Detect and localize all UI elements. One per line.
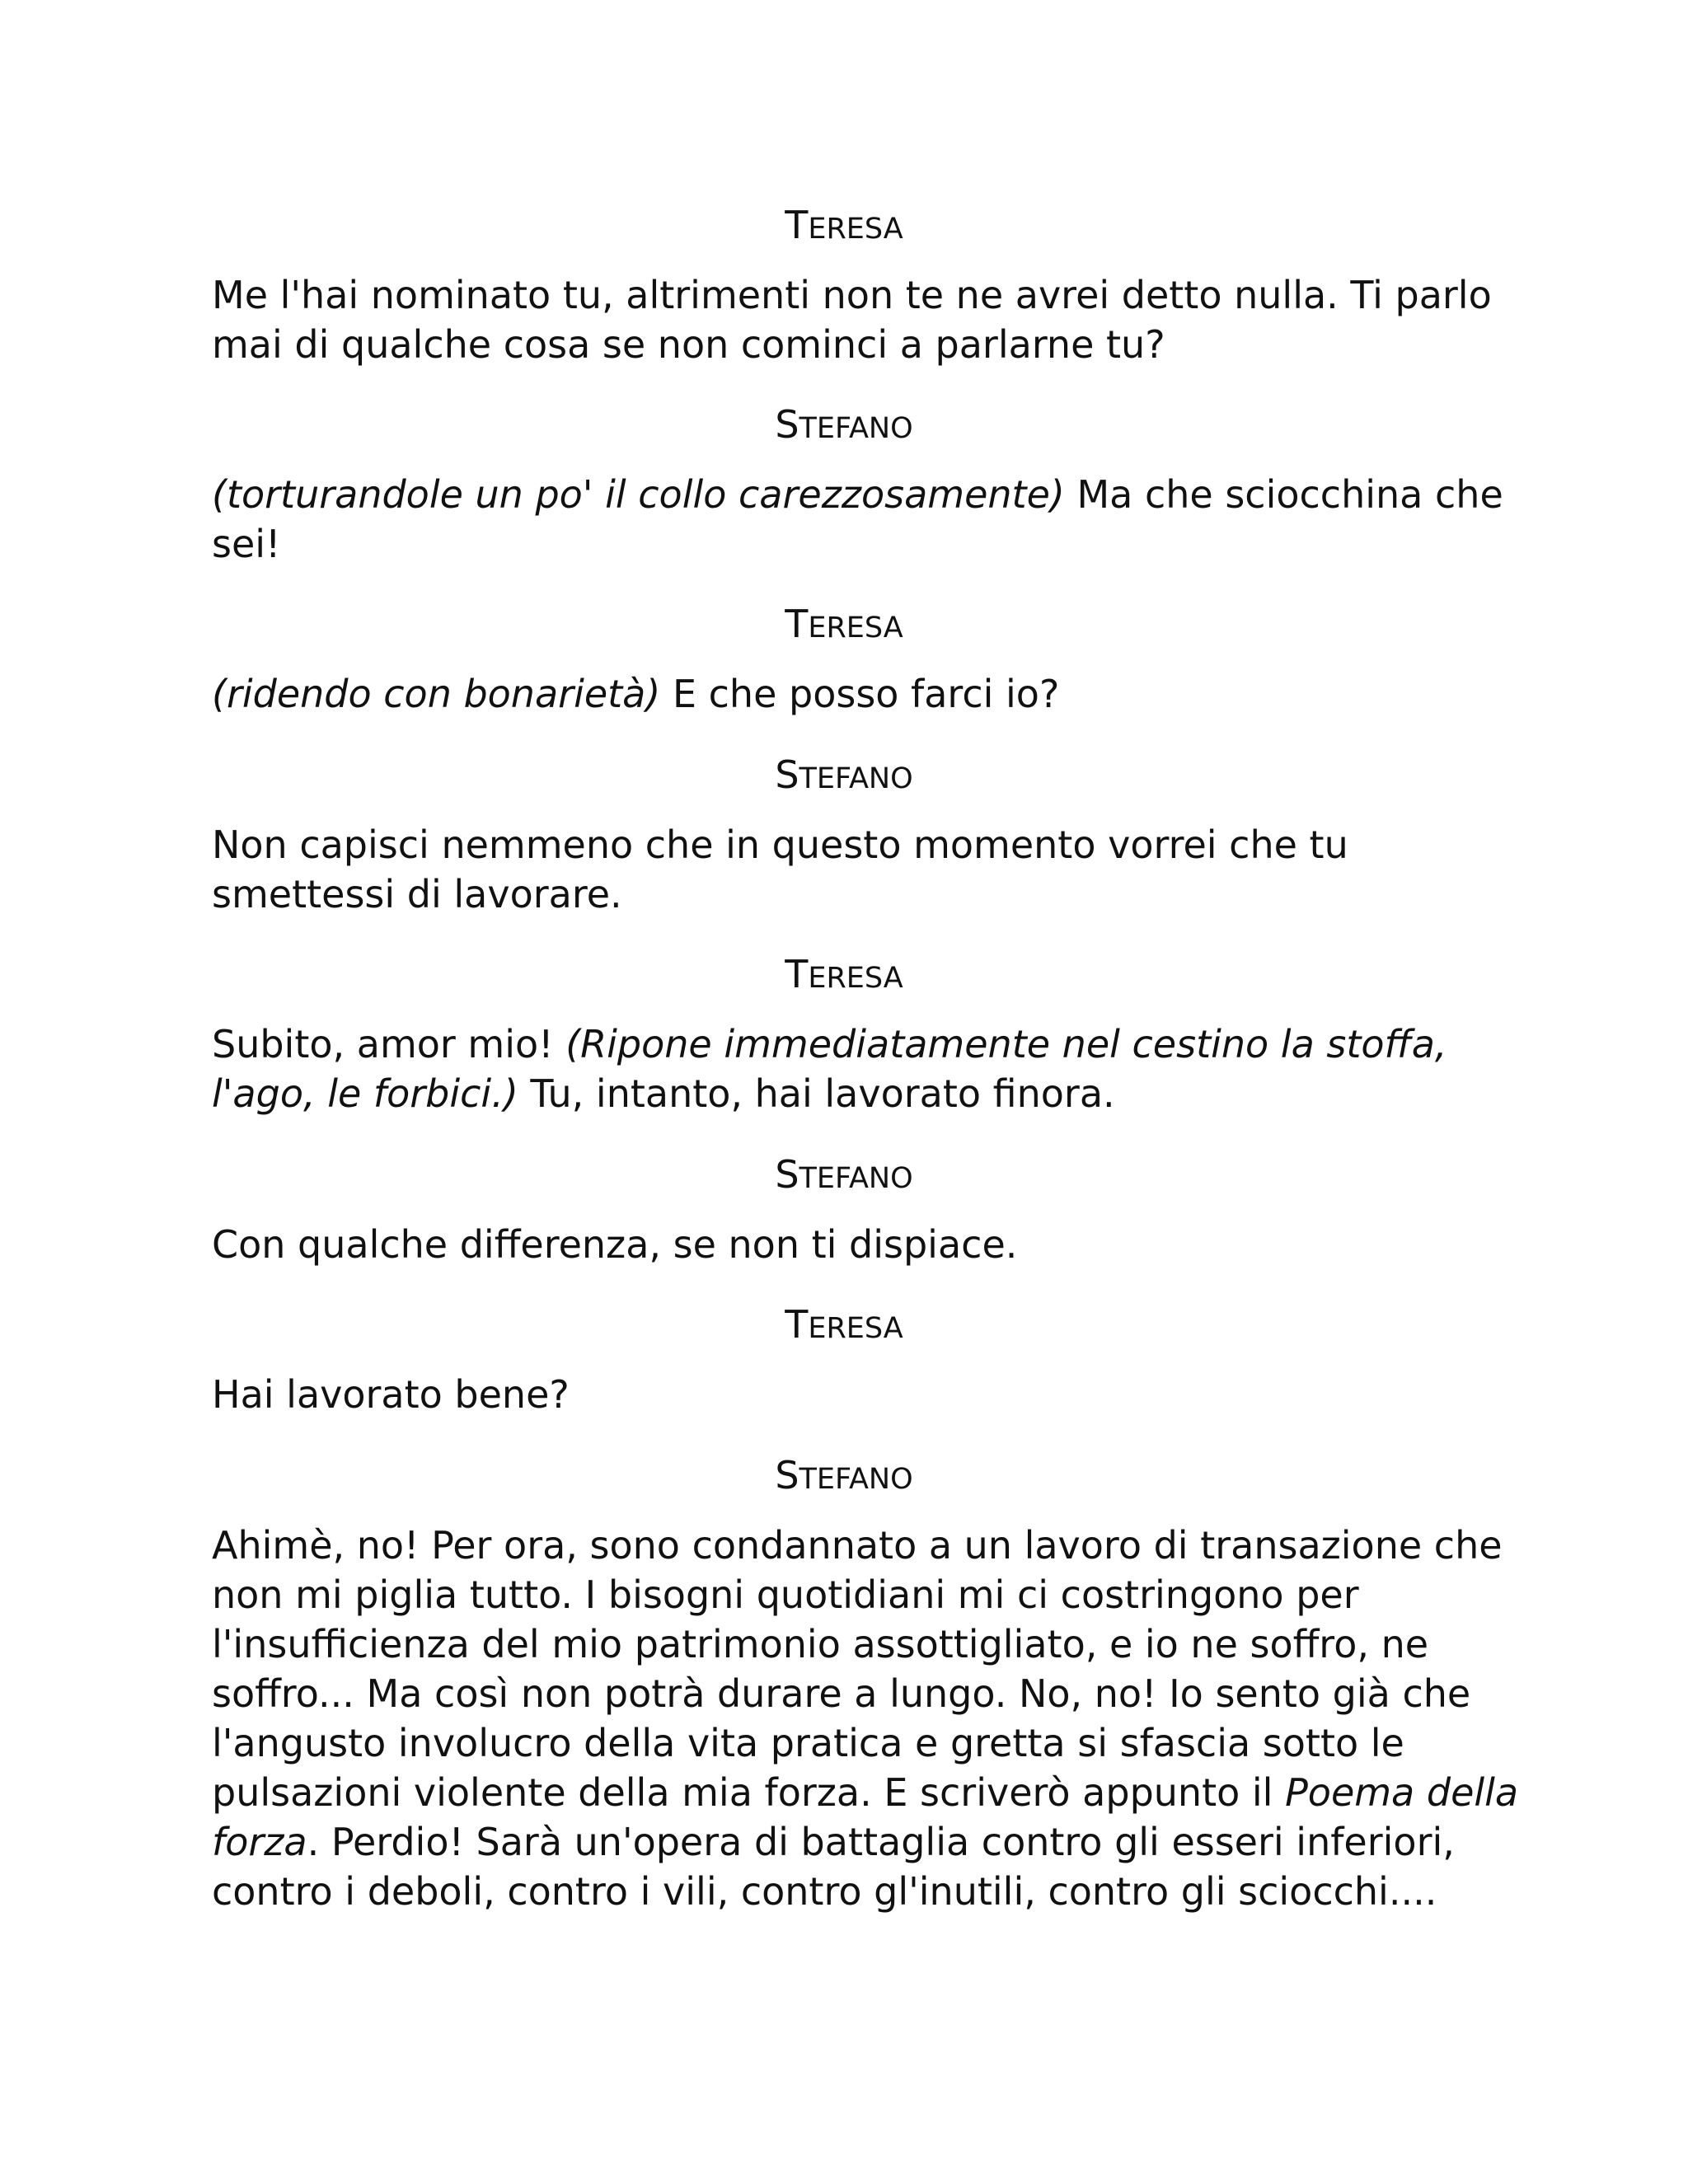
speaker-initial: S (775, 1453, 799, 1497)
speaker-name (0, 204, 1688, 250)
speech-line (212, 1370, 1498, 1419)
speech-line (212, 1669, 1498, 1718)
speaker-rest: TEFANO (799, 762, 913, 795)
speech-run: Hai lavorato bene? (212, 1372, 570, 1417)
speech-line (212, 820, 1498, 869)
speaker-rest: ERESA (808, 1312, 903, 1345)
speech-text (212, 1220, 1498, 1269)
speech-line (212, 669, 1498, 719)
stage-direction: (Ripone immediatamente nel cestino la stoffa, (565, 1022, 1447, 1066)
speech-line (212, 869, 1498, 919)
speech-run: Me l'hai nominato tu, altrimenti non te ne avrei detto nulla. Ti parlo (212, 273, 1492, 317)
speech-text (212, 270, 1498, 369)
speech-line (212, 1768, 1519, 1817)
speech-run: Ma che sciocchina che (1064, 472, 1503, 517)
speech-run: Tu, intanto, hai lavorato finora. (518, 1071, 1115, 1116)
speaker-initial: T (785, 602, 809, 646)
speech-line (212, 270, 1498, 320)
speaker-name (0, 404, 1688, 449)
speech-line (212, 1718, 1498, 1768)
speech-run: Ahimè, no! Per ora, sono condannato a un lavoro di transazione che (212, 1523, 1503, 1568)
speech-run: sei! (212, 522, 281, 566)
speech-run: l'angusto involucro della vita pratica e gretta si sfascia sotto le (212, 1721, 1404, 1765)
speaker-rest: TEFANO (799, 1463, 913, 1496)
speaker-name (0, 1304, 1688, 1349)
speech-line (212, 1619, 1498, 1669)
speaker-name (0, 603, 1688, 649)
speaker-rest: TEFANO (799, 412, 913, 445)
speech-run: . Perdio! Sarà un'opera di battaglia contro gli esseri inferiori, (307, 1820, 1455, 1864)
speech-line (212, 1867, 1498, 1916)
speech-run: E che posso farci io? (660, 672, 1060, 716)
stage-direction: (ridendo con bonarietà) (212, 672, 661, 716)
speaker-initial: T (785, 203, 809, 247)
speaker-name (0, 1154, 1688, 1199)
speaker-initial: T (785, 952, 809, 996)
speech-line (212, 1019, 1498, 1069)
speech-text (212, 820, 1498, 919)
speaker-rest: ERESA (808, 213, 903, 246)
speaker-initial: S (775, 1152, 799, 1197)
speech-line (212, 1521, 1503, 1570)
speech-text (212, 1370, 1498, 1419)
speech-run: pulsazioni violente della mia forza. E scriverò appunto il (212, 1770, 1286, 1815)
speaker-rest: TEFANO (799, 1162, 913, 1195)
speech-run: soffro... Ma così non potrà durare a lungo. No, no! Io sento già che (212, 1671, 1471, 1716)
speech-run: contro i deboli, contro i vili, contro gl'inutili, contro gli sciocchi.... (212, 1869, 1437, 1914)
speech-text (212, 1019, 1498, 1118)
speaker-name (0, 1455, 1688, 1500)
speech-line (212, 519, 1498, 569)
speech-line (212, 1069, 1498, 1118)
speech-run: smettessi di lavorare. (212, 872, 622, 916)
stage-direction: l'ago, le forbici.) (212, 1071, 518, 1116)
speech-line (212, 320, 1498, 369)
stage-direction: (torturandole un po' il collo carezzosamente) (212, 472, 1065, 517)
speech-run: Subito, amor mio! (212, 1022, 566, 1066)
speech-line (212, 470, 1503, 519)
speech-line (212, 1220, 1498, 1269)
speech-run: Non capisci nemmeno che in questo momento vorrei che tu (212, 823, 1348, 867)
speaker-initial: S (775, 402, 799, 447)
speaker-rest: ERESA (808, 962, 903, 995)
work-title: forza (212, 1820, 307, 1864)
speech-line (212, 1570, 1498, 1619)
speech-line (212, 1817, 1498, 1867)
speaker-initial: S (775, 752, 799, 797)
speaker-initial: T (785, 1302, 809, 1347)
speech-run: mai di qualche cosa se non cominci a parlarne tu? (212, 322, 1165, 367)
speech-run: Con qualche differenza, se non ti dispiace. (212, 1222, 1018, 1267)
speech-text (212, 1521, 1519, 1916)
speech-run: l'insufficienza del mio patrimonio assottigliato, e io ne soffro, ne (212, 1622, 1429, 1666)
speech-run: non mi piglia tutto. I bisogni quotidiani mi ci costringono per (212, 1572, 1359, 1617)
work-title: Poema della (1285, 1770, 1519, 1815)
speech-text (212, 470, 1503, 569)
speaker-name (0, 754, 1688, 799)
speech-text (212, 669, 1498, 719)
speaker-name (0, 954, 1688, 999)
speaker-rest: ERESA (808, 612, 903, 644)
